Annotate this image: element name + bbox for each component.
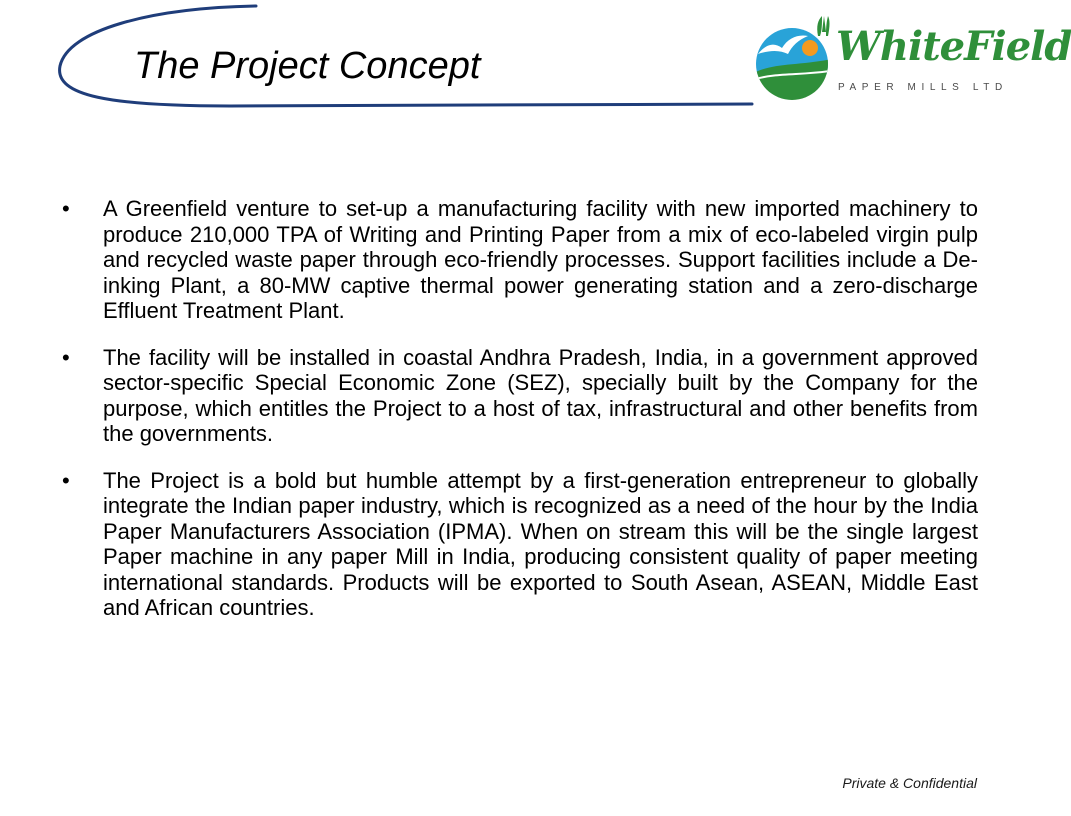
bullet-text: A Greenfield venture to set-up a manufacturing facility with new imported machinery to produce 210,000 TPA of Writing and Printing Paper from a mix of eco-labeled virgin pulp and recycled waste paper through eco-friendly processes. Support facilities include a De-inking Plant, a 80-MW captive thermal power generating station and a zero-discharge Effluent Treatment Plant. xyxy=(103,196,978,323)
bird-sun-landscape-icon xyxy=(752,14,836,108)
bullet-item xyxy=(62,468,978,621)
bullet-marker: • xyxy=(62,196,70,221)
bullet-text: The Project is a bold but humble attempt by a first-generation entrepreneur to globally integrate the Indian paper industry, which is recognized as a need of the hour by the India Paper Manufacturers Association (IPMA). When on stream this will be the single largest Paper machine in any paper Mill in India, producing consistent quality of paper meeting international standards. Products will be exported to South Asean, ASEAN, Middle East and African countries. xyxy=(103,467,978,620)
bullet-item xyxy=(62,345,978,447)
confidentiality-note: Private & Confidential xyxy=(842,775,977,791)
bullet-marker: • xyxy=(62,344,70,370)
bullet-item xyxy=(62,196,978,324)
company-logo xyxy=(752,14,1071,110)
logo-wordmark: WhiteField xyxy=(836,23,1071,70)
slide-title: The Project Concept xyxy=(134,45,481,87)
bullet-text: The facility will be installed in coastal Andhra Pradesh, India, in a government approved sector-specific Special Economic Zone (SEZ), specially built by the Company for the purpose, which entitles the Project to a host of tax, infrastructural and other benefits from the governments. xyxy=(103,344,978,446)
logo-tagline: PAPER MILLS LTD xyxy=(838,82,1008,93)
bullet-list xyxy=(62,196,978,642)
bullet-marker: • xyxy=(62,467,70,493)
